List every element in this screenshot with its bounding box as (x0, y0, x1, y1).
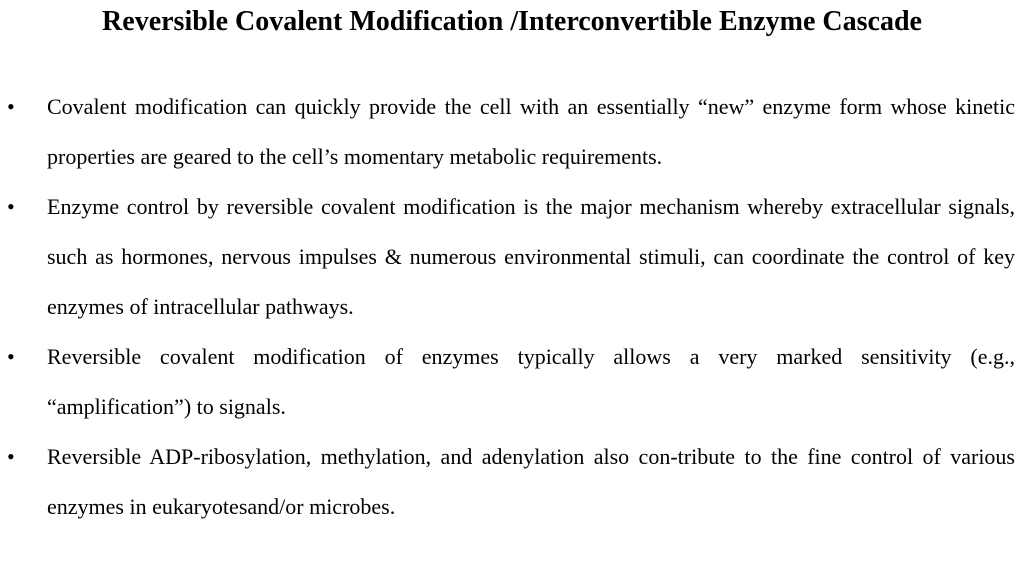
bullet-list (0, 82, 1024, 532)
bullet-item (0, 332, 1024, 432)
bullet-text: Reversible ADP-ribosylation, methylation, and adenylation also con-tribute to the fine control of various enzymes in eukaryotesand/or microbes. (47, 444, 1015, 519)
bullet-item (0, 82, 1024, 182)
bullet-text: Enzyme control by reversible covalent modification is the major mechanism whereby extracellular signals, such as hormones, nervous impulses & numerous environmental stimuli, can coordinate the control of key enzymes of intracellular pathways. (47, 194, 1015, 319)
bullet-marker: • (7, 194, 15, 219)
bullet-text: Reversible covalent modification of enzymes typically allows a very marked sensitivity (e.g., “amplification”) to signals. (47, 344, 1015, 419)
bullet-marker: • (7, 94, 15, 119)
bullet-text: Covalent modification can quickly provide the cell with an essentially “new” enzyme form whose kinetic properties are geared to the cell’s momentary metabolic requirements. (47, 94, 1015, 169)
slide-title: Reversible Covalent Modification /Interconvertible Enzyme Cascade (102, 6, 922, 37)
bullet-item (0, 432, 1024, 532)
bullet-item (0, 182, 1024, 332)
bullet-marker: • (7, 344, 15, 369)
bullet-marker: • (7, 444, 15, 469)
